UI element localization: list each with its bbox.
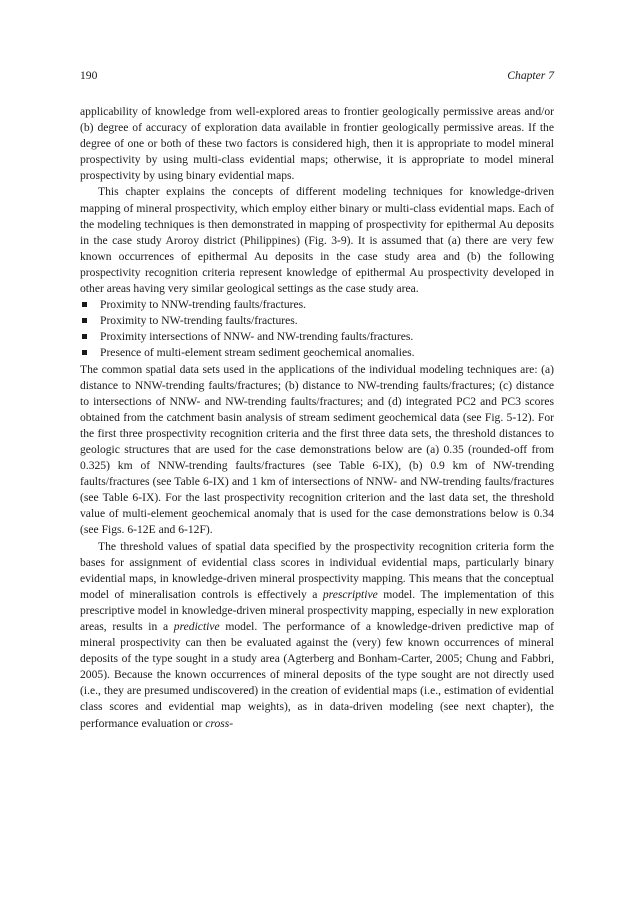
paragraph-1: applicability of knowledge from well-explored areas to frontier geologically permissive areas and/or (b) degree of accuracy of exploration data available in frontier geologically permissive areas. If the degree of one or both of these two factors is considered high, then it is appropriate to model mineral prospectivity by using multi-class evidential maps; otherwise, it is appropriate to model mineral prospectivity by using binary evidential maps.: [80, 105, 554, 183]
square-bullet-icon: [82, 350, 87, 355]
list-item-text: Proximity intersections of NNW- and NW-trending faults/fractures.: [100, 330, 414, 344]
square-bullet-icon: [82, 334, 87, 339]
list-item: [80, 329, 554, 345]
list-item-text: Proximity to NW-trending faults/fractures.: [100, 314, 298, 328]
paragraph-4: The threshold values of spatial data specified by the prospectivity recognition criteria form the bases for assignment of evidential class scores in individual evidential maps, particularly binary evidential maps, in knowledge-driven mineral prospectivity mapping. This means that the conceptual model of mineralisation controls is effectively a prescriptive model. The implementation of this prescriptive model in knowledge-driven mineral prospectivity mapping, especially in new exploration areas, results in a predictive model. The performance of a knowledge-driven predictive map of mineral prospectivity can then be evaluated against the (very) few known occurrences of mineral deposits of the type sought in a study area (Agterberg and Bonham-Carter, 2005; Chung and Fabbri, 2005). Because the known occurrences of mineral deposits of the type sought are not directly used (i.e., they are presumed undiscovered) in the creation of evidential maps (i.e., estimation of evidential class scores and evidential map weights), as in data-driven modeling (see next chapter), the performance evaluation or cross-: [80, 539, 554, 730]
page-header: [80, 69, 554, 87]
running-head: Chapter 7: [507, 69, 554, 82]
body-text: [80, 104, 554, 732]
square-bullet-icon: [82, 318, 87, 323]
emphasis-predictive: predictive: [173, 620, 220, 633]
paragraph-2: This chapter explains the concepts of different modeling techniques for knowledge-driven mapping of mineral prospectivity, which employ either binary or multi-class evidential maps. Each of the modeling techniques is then demonstrated in mapping of prospectivity for epithermal Au deposits in the case study Aroroy district (Philippines) (Fig. 3-9). It is assumed that (a) there are very few known occurrences of epithermal Au deposits in the case study area and (b) the following prospectivity recognition criteria represent knowledge of epithermal Au prospectivity developed in other areas having very similar geological settings as the case study area.: [80, 185, 554, 296]
paragraph-3: The common spatial data sets used in the applications of the individual modeling techniques are: (a) distance to NNW-trending faults/fractures; (b) distance to NW-trending faults/fractures; (c) distance to intersections of NNW- and NW-trending faults/fractures; and (d) integrated PC2 and PC3 scores obtained from the catchment basin analysis of stream sediment geochemical data (see Fig. 5-12). For the first three prospectivity recognition criteria and the first three data sets, the threshold distances to geologic structures that are used for the case demonstrations below are (a) 0.35 (rounded-off from 0.325) km of NNW-trending faults/fractures (see Table 6-IX), (b) 0.9 km of NW-trending faults/fractures (see Table 6-IX) and 1 km of intersections of NNW- and NW-trending faults/fractures (see Table 6-IX). For the last prospectivity recognition criterion and the last data set, the threshold value of multi-element geochemical anomaly that is used for the case demonstrations below is 0.34 (see Figs. 6-12E and 6-12F).: [80, 362, 554, 537]
emphasis-prescriptive: prescriptive: [322, 587, 378, 601]
criteria-list: [80, 297, 554, 361]
list-item-text: Proximity to NNW-trending faults/fractures.: [100, 298, 307, 312]
list-item: [80, 297, 554, 313]
list-item-text: Presence of multi-element stream sediment geochemical anomalies.: [100, 346, 415, 360]
list-item: [80, 345, 554, 361]
emphasis-cross: cross-: [205, 716, 234, 730]
list-item: [80, 313, 554, 329]
page-number: 190: [80, 69, 98, 82]
square-bullet-icon: [82, 302, 87, 307]
